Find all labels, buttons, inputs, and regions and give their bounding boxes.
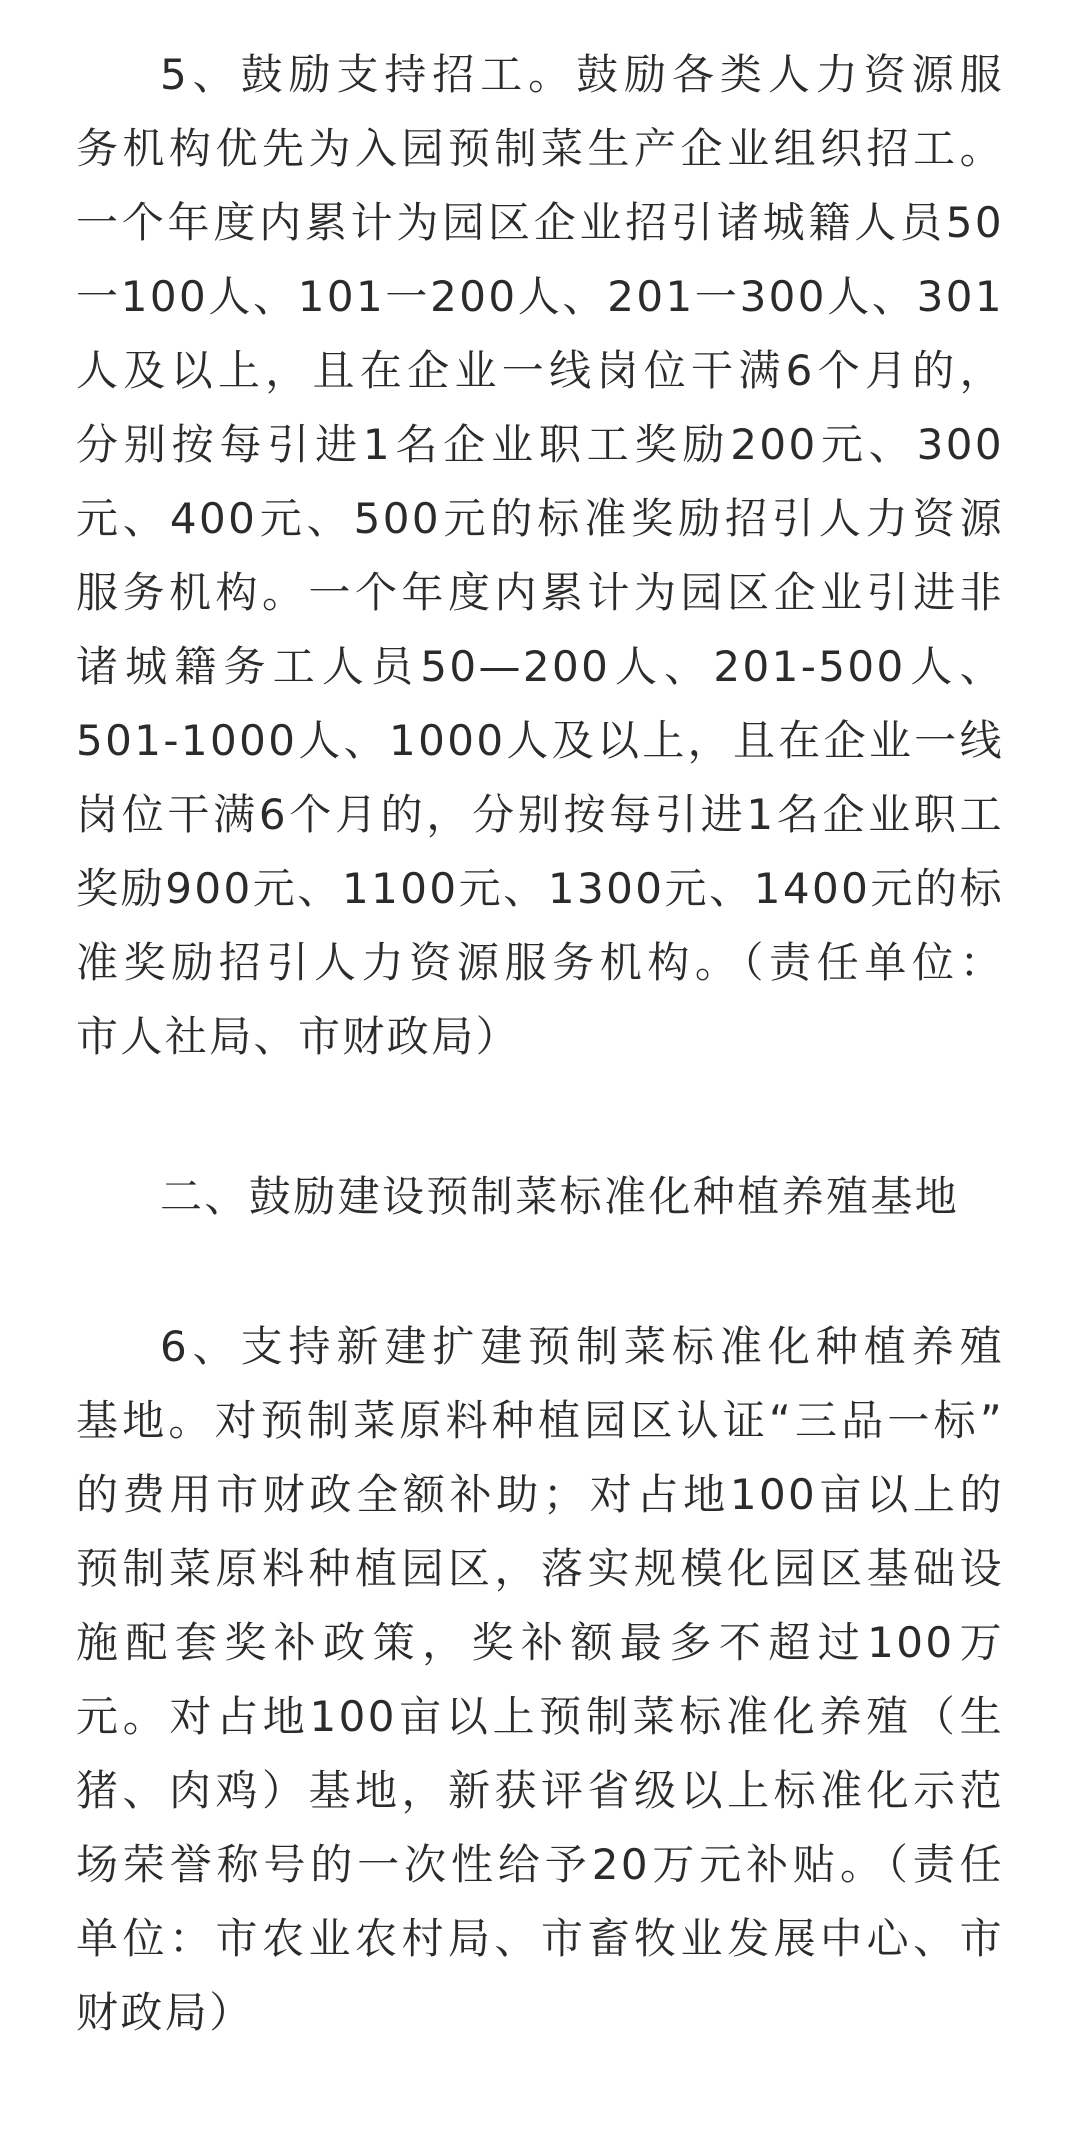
paragraph-line: 的费用市财政全额补助；对占地100亩以上的 <box>76 1470 1004 1519</box>
paragraph-line: 元、400元、500元的标准奖励招引人力资源 <box>76 494 1004 543</box>
paragraph-line: 501-1000人、1000人及以上，且在企业一线 <box>76 716 1004 765</box>
paragraph-line: 元。对占地100亩以上预制菜标准化养殖（生 <box>76 1692 1004 1741</box>
paragraph-line: 岗位干满6个月的，分别按每引进1名企业职工 <box>76 790 1004 839</box>
paragraph-line: 基地。对预制菜原料种植园区认证“三品一标” <box>76 1396 1004 1445</box>
paragraph-line: 诸城籍务工人员50—200人、201-500人、 <box>76 642 1004 691</box>
paragraph-line: 市人社局、市财政局） <box>76 1012 521 1061</box>
paragraph-line: 服务机构。一个年度内累计为园区企业引进非 <box>76 568 1004 617</box>
paragraph-line: 预制菜原料种植园区，落实规模化园区基础设 <box>76 1544 1004 1593</box>
section-5-paragraph <box>76 38 1004 1074</box>
paragraph-line: 单位：市农业农村局、市畜牧业发展中心、市 <box>76 1914 1004 1963</box>
paragraph-line: 一100人、101一200人、201一300人、301 <box>76 272 1004 321</box>
paragraph-line: 务机构优先为入园预制菜生产企业组织招工。 <box>76 124 1004 173</box>
paragraph-line: 一个年度内累计为园区企业招引诸城籍人员50 <box>76 198 1004 247</box>
paragraph-line: 奖励900元、1100元、1300元、1400元的标 <box>76 864 1004 913</box>
section-heading-2 <box>76 1160 1004 1234</box>
paragraph-line: 准奖励招引人力资源服务机构。（责任单位： <box>76 938 1004 987</box>
section-6-paragraph <box>76 1310 1004 2050</box>
paragraph-line: 施配套奖补政策，奖补额最多不超过100万 <box>76 1618 1004 1667</box>
paragraph-line: 5、鼓励支持招工。鼓励各类人力资源服 <box>160 50 1004 99</box>
paragraph-line: 6、支持新建扩建预制菜标准化种植养殖 <box>160 1322 1004 1371</box>
paragraph-line: 猪、肉鸡）基地，新获评省级以上标准化示范 <box>76 1766 1004 1815</box>
paragraph-line: 场荣誉称号的一次性给予20万元补贴。（责任 <box>76 1840 1004 1889</box>
paragraph-line: 分别按每引进1名企业职工奖励200元、300 <box>76 420 1004 469</box>
paragraph-line: 人及以上，且在企业一线岗位干满6个月的， <box>76 346 1004 395</box>
paragraph-line: 财政局） <box>76 1988 254 2037</box>
heading-text: 二、鼓励建设预制菜标准化种植养殖基地 <box>160 1172 960 1221</box>
